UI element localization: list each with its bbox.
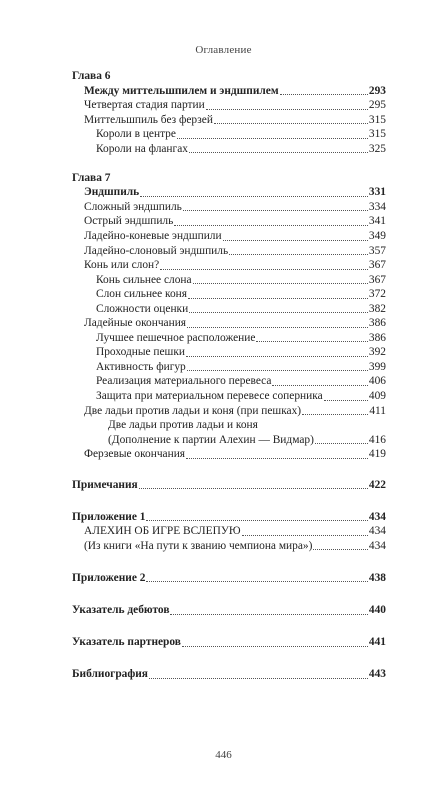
toc-entry-page: 341 [368,215,386,228]
dot-leader [315,442,368,444]
toc-entry[interactable] [72,84,386,99]
toc-entry[interactable] [72,539,386,554]
toc-entry[interactable] [72,404,386,419]
toc-entry-page: 434 [368,525,386,538]
toc-entry[interactable] [72,316,386,331]
toc-entry-page: 357 [368,244,386,257]
dot-leader [280,93,368,95]
toc-entry-page: 372 [368,288,386,301]
page-number: 446 [215,749,232,761]
toc-entry-title: Библиография [72,668,148,681]
toc-entry[interactable] [72,127,386,142]
toc-entry[interactable] [72,142,386,157]
dot-leader [193,282,368,284]
toc-entry-page: 382 [368,302,386,315]
toc-entry-page: 325 [368,142,386,155]
dot-leader [214,122,368,124]
toc-entry[interactable] [72,447,386,462]
dot-leader [229,253,368,255]
toc-entry-page: 409 [368,389,386,402]
dot-leader [174,224,368,226]
toc-entry-page: 392 [368,346,386,359]
toc-entry[interactable] [72,214,386,229]
toc-entry-title: (Дополнение к партии Алехин — Видмар) [108,433,314,446]
dot-leader [187,326,368,328]
toc-entry-title: Сложный эндшпиль [84,200,182,213]
toc-entry-page: 331 [368,186,386,199]
toc-entry-page: 441 [368,636,386,648]
toc-entry[interactable] [72,287,386,302]
toc-entry[interactable] [72,229,386,244]
dot-leader [188,297,368,299]
toc-entry-title: Конь сильнее слона [96,273,192,286]
toc-entry[interactable] [72,635,386,650]
toc-entry-title: Миттельшпиль без ферзей [84,113,213,126]
toc-entry-title: Указатель партнеров [72,636,181,648]
toc-entry[interactable] [72,302,386,317]
dot-leader [139,487,368,489]
section-gap [72,618,386,636]
toc-entry-title: Глава 7 [72,171,111,184]
toc-entry[interactable] [72,69,386,84]
toc-entry-title: Примечания [72,478,138,491]
toc-entry[interactable] [72,360,386,375]
section-gap [72,650,386,668]
dot-leader [140,195,368,197]
running-header: Оглавление [195,44,252,56]
toc-entry-title: Две ладьи против ладьи и коня (при пешках) [84,404,302,417]
dot-leader [146,519,367,521]
toc-entry-page: 315 [368,113,386,126]
dot-leader [223,239,368,241]
toc-entry-page: 367 [368,259,386,272]
dot-leader [206,108,368,110]
toc-entry[interactable] [72,389,386,404]
toc-entry[interactable] [72,258,386,273]
dot-leader [187,369,368,371]
toc-entry-title: Две ладьи против ладьи и коня [108,419,258,432]
toc-entry-title: (Из книги «На пути к званию чемпиона мира») [84,539,313,552]
toc-entry[interactable] [72,374,386,389]
toc-entry-title: Сложности оценки [96,302,189,315]
toc-entry-page: 293 [368,84,386,97]
dot-leader [182,645,368,647]
section-gap [72,156,386,171]
toc-entry-title: Конь или слон? [84,259,160,272]
toc-entry[interactable] [72,200,386,215]
dot-leader [302,413,368,415]
toc-entry[interactable] [72,478,386,493]
toc-entry-page: 334 [368,200,386,213]
dot-leader [149,677,368,679]
table-of-contents [72,69,386,682]
dot-leader [272,384,367,386]
toc-entry[interactable] [72,510,386,525]
toc-entry[interactable] [72,185,386,200]
toc-entry-title: Между миттельшпилем и эндшпилем [84,84,279,97]
toc-entry-page: 399 [368,360,386,373]
toc-entry-title: Лучшее пешечное расположение [96,331,256,344]
dot-leader [189,151,368,153]
toc-entry-title: Короли на флангах [96,142,188,155]
toc-entry[interactable] [72,113,386,128]
dot-leader [256,340,367,342]
toc-entry-title: Ладейные окончания [84,317,187,330]
toc-entry-page: 386 [368,317,386,330]
toc-entry-title: АЛЕХИН ОБ ИГРЕ ВСЛЕПУЮ [84,525,241,538]
toc-entry-page: 367 [368,273,386,286]
toc-entry-title: Глава 6 [72,70,111,82]
dot-leader [177,137,368,139]
toc-entry-title: Четвертая стадия партии [84,99,205,112]
toc-entry-title: Указатель дебютов [72,603,170,616]
toc-entry-page: 416 [368,433,386,446]
toc-entry[interactable] [72,667,386,682]
toc-entry-page: 422 [368,478,386,491]
toc-entry[interactable] [72,244,386,259]
dot-leader [160,268,368,270]
toc-entry[interactable] [72,331,386,346]
toc-entry[interactable] [72,524,386,539]
toc-entry[interactable] [72,171,386,186]
toc-entry[interactable] [72,98,386,113]
section-gap [72,553,386,571]
toc-entry[interactable] [72,433,386,448]
toc-entry-title: Приложение 2 [72,571,146,584]
toc-entry-page: 411 [369,404,386,417]
dot-leader [186,457,368,459]
toc-entry-title: Ладейно-коневые эндшпили [84,229,222,242]
toc-entry-title: Защита при материальном перевесе соперника [96,389,323,402]
toc-entry-page: 349 [368,229,386,242]
toc-entry-title: Проходные пешки [96,346,185,359]
toc-entry-title: Ферзевые окончания [84,448,186,461]
toc-entry-title: Приложение 1 [72,510,146,523]
toc-entry[interactable] [72,273,386,288]
dot-leader [313,548,368,550]
toc-entry-page: 406 [368,375,386,388]
section-gap [72,492,386,510]
toc-entry-title: Ладейно-слоновый эндшпиль [84,244,229,257]
toc-entry-page: 434 [368,539,386,552]
dot-leader [324,399,368,401]
toc-entry[interactable] [72,603,386,618]
section-gap [72,585,386,603]
toc-entry-page: 440 [368,603,386,616]
toc-entry-page: 386 [368,331,386,344]
toc-entry-page: 295 [368,99,386,112]
toc-entry[interactable] [72,345,386,360]
toc-entry-page: 434 [368,510,386,523]
toc-entry[interactable] [72,418,386,433]
toc-entry-page: 438 [368,571,386,584]
toc-entry-title: Реализация материального перевеса [96,375,272,388]
dot-leader [146,580,367,582]
toc-entry-title: Короли в центре [96,128,176,141]
dot-leader [183,209,368,211]
dot-leader [186,355,368,357]
dot-leader [170,613,367,615]
dot-leader [189,311,368,313]
toc-entry-page: 443 [368,668,386,681]
toc-entry-title: Острый эндшпиль [84,215,174,228]
toc-entry-page: 419 [368,448,386,461]
toc-entry-title: Активность фигур [96,360,186,373]
toc-entry-page: 315 [368,128,386,141]
toc-entry-title: Эндшпиль [84,186,140,199]
dot-leader [242,534,368,536]
toc-entry[interactable] [72,571,386,586]
section-gap [72,462,386,478]
toc-entry-title: Слон сильнее коня [96,288,187,301]
